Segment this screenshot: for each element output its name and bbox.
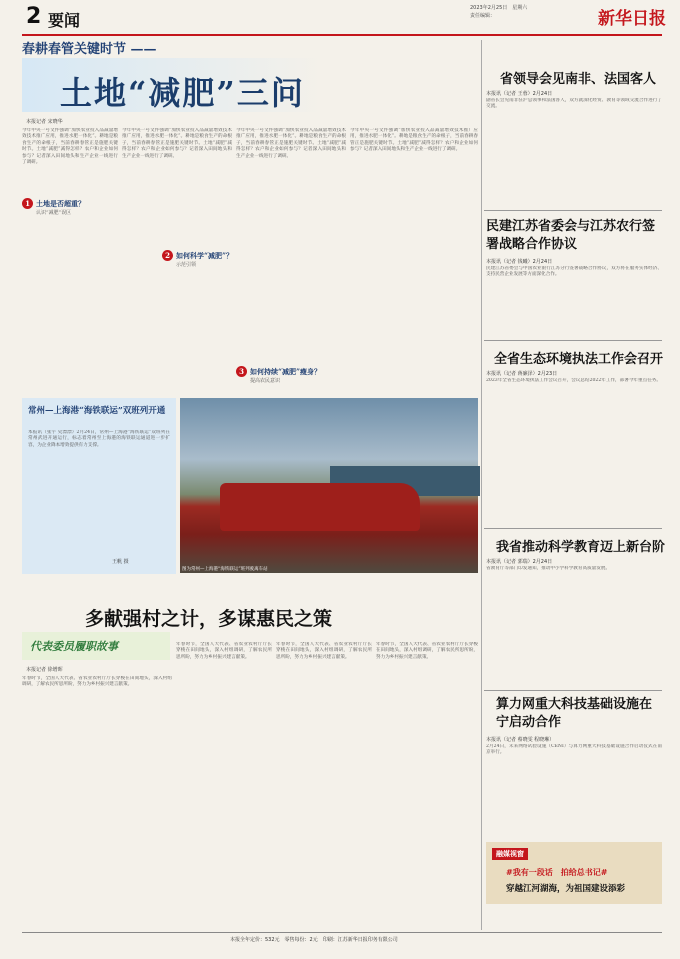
- editor-line: 责任编辑：: [470, 13, 496, 19]
- policy-body-col1: 年春时节，全国人大代表、省农业农村厅厅长穿梭在田间地头，深入村组调研，了解农民所思所盼，努力为乡村振兴建言献策。: [22, 676, 172, 688]
- section-title: 要闻: [48, 11, 81, 30]
- lead-body-col3: 今年中央一号文件强调“加快农业投入品减量增效技术推广应用，推进水肥一体化”。耕地是粮食生产的命根子，当前春耕春管正是施肥关键时节。土地“减肥”减得怎样？农户和企业如何参与？记者深入田间地头和生产企业一线进行了调研。: [236, 128, 346, 159]
- s3-body: 2023年全省生态环境执法工作会议召开，会议总结2022年工作，部署今年重点任务。: [486, 378, 661, 383]
- policy-headline: 多献强村之计，多谋惠民之策: [85, 608, 333, 630]
- policy-byline: 本报记者 徐增晖: [26, 667, 63, 673]
- lead-body-col1: 今年中央一号文件强调“加快农业投入品减量增效技术推广应用，推进水肥一体化”。耕地是粮食生产的命根子，当前春耕春管正是施肥关键时节。土地“减肥”减得怎样？农户和企业如何参与？记者深入田间地头和生产企业一线进行了调研。: [22, 128, 118, 166]
- page-number: 2: [26, 4, 42, 29]
- lead-headline: 土地“减肥”三问: [60, 74, 305, 112]
- footer-text: 本报全年定价：532元 零售每份：2元 印刷：江苏新华日报印务有限公司: [230, 937, 398, 943]
- rule-3: [484, 528, 662, 529]
- lead-byline: 本报记者 宋晓华: [26, 119, 63, 125]
- lead-subhead-1: 1 土地是否超重？ 认识“减肥”误区: [22, 198, 85, 216]
- s4-body: 省教育厅等部门印发通知，推动中小学科学教育高质量发展。: [486, 566, 611, 571]
- feature-banner: [486, 842, 662, 904]
- s3-title: 全省生态环境执法工作会召开: [494, 352, 664, 367]
- rule-2: [484, 340, 662, 341]
- header-rule: [22, 34, 662, 36]
- s3-byline: 本报讯（记者 蒋廉泽）2月23日: [486, 371, 558, 377]
- s4-title: 我省推动科学教育迈上新台阶: [496, 540, 666, 555]
- rule-4: [484, 690, 662, 691]
- s2-byline: 本报讯（记者 钱曦）2月24日: [486, 259, 553, 265]
- column-banner: 代表委员履职故事: [22, 632, 170, 660]
- policy-body-col3: 年春时节，全国人大代表、省农业农村厅厅长穿梭在田间地头，深入村组调研，了解农民所思所盼，努力为乡村振兴建言献策。: [276, 642, 372, 660]
- header-meta: [470, 4, 527, 20]
- s1-title: 省领导会见南非、法国客人: [500, 72, 657, 87]
- column-divider: [481, 40, 482, 930]
- box-body: 本报讯（张宇 史漂漂）2月24日，常州—上海港“海铁联运”双班列在常州武进开通运行，标志着常州至上海港的海铁联运通道进一步扩容，为企业降本增效提供有力支撑。: [28, 430, 170, 448]
- box-credit: 王帆 摄: [112, 559, 129, 565]
- rule-1: [484, 210, 662, 211]
- policy-body-col4: 年春时节，全国人大代表、省农业农村厅厅长穿梭在田间地头，深入村组调研，了解农民所思所盼，努力为乡村振兴建言献策。: [376, 642, 478, 660]
- s4-byline: 本报讯（记者 郭瑞）2月24日: [486, 559, 553, 565]
- lead-body-col4: 今年中央一号文件强调“加快农业投入品减量增效技术推广应用，推进水肥一体化”。耕地是粮食生产的命根子，当前春耕春管正是施肥关键时节。土地“减肥”减得怎样？农户和企业如何参与？记者深入田间地头和生产企业一线进行了调研。: [350, 128, 478, 153]
- feature-tag: #我有一段话 拍给总书记#: [506, 867, 608, 877]
- train-photo: [180, 398, 478, 573]
- policy-body-col2: 年春时节，全国人大代表、省农业农村厅厅长穿梭在田间地头，深入村组调研，了解农民所思所盼，努力为乡村振兴建言献策。: [176, 642, 272, 660]
- feature-chip: 融媒视窗: [492, 848, 528, 860]
- s1-body: 副省长会见南非驻沪总领事和法国客人，双方就深化经贸、教育等领域交流合作进行了交流。: [486, 98, 662, 110]
- locomotive: [220, 483, 420, 531]
- date-line: 2023年2月25日 星期六: [470, 5, 528, 11]
- s5-byline: 本报讯（记者 蔡晓雯 程晓琳）: [486, 737, 555, 743]
- newspaper-logo: 新华日报: [598, 9, 666, 29]
- s5-title: 算力网重大科技基础设施在宁启动合作: [496, 697, 653, 730]
- page-header: [0, 0, 680, 34]
- footer-rule: [22, 932, 662, 933]
- lead-body-col2: 今年中央一号文件强调“加快农业投入品减量增效技术推广应用，推进水肥一体化”。耕地是粮食生产的命根子，当前春耕春管正是施肥关键时节。土地“减肥”减得怎样？农户和企业如何参与？记者深入田间地头和生产企业一线进行了调研。: [122, 128, 232, 159]
- feature-title: 穿越江河湖海，为祖国建设添彩: [506, 884, 626, 894]
- lead-kicker: 春耕春管关键时节 ——: [22, 42, 157, 57]
- lead-subhead-3: 3 如何持续“减肥”瘦身？ 提高农民意识: [236, 366, 321, 384]
- box-title: 常州—上海港“海铁联运”双班列开通: [28, 406, 166, 416]
- s2-body: 民建江苏省委会与中国农业银行江苏分行签署战略合作协议，双方将在服务实体经济、支持民营企业发展等方面深化合作。: [486, 266, 662, 278]
- s5-body: 2月24日，未来网络试验设施（CENI）与算力网重大科技基础设施合作启动仪式在南京举行。: [486, 744, 662, 756]
- s2-title: 民建江苏省委会与江苏农行签署战略合作协议: [486, 219, 656, 252]
- news-box: [22, 398, 176, 574]
- lead-subhead-2: 2 如何科学“减肥”？ 示范引领: [162, 250, 233, 268]
- s1-byline: 本报讯（记者 王蓉）2月24日: [486, 91, 553, 97]
- photo-caption: 图为常州—上海港“海铁联运”班列驶离车站: [182, 567, 268, 572]
